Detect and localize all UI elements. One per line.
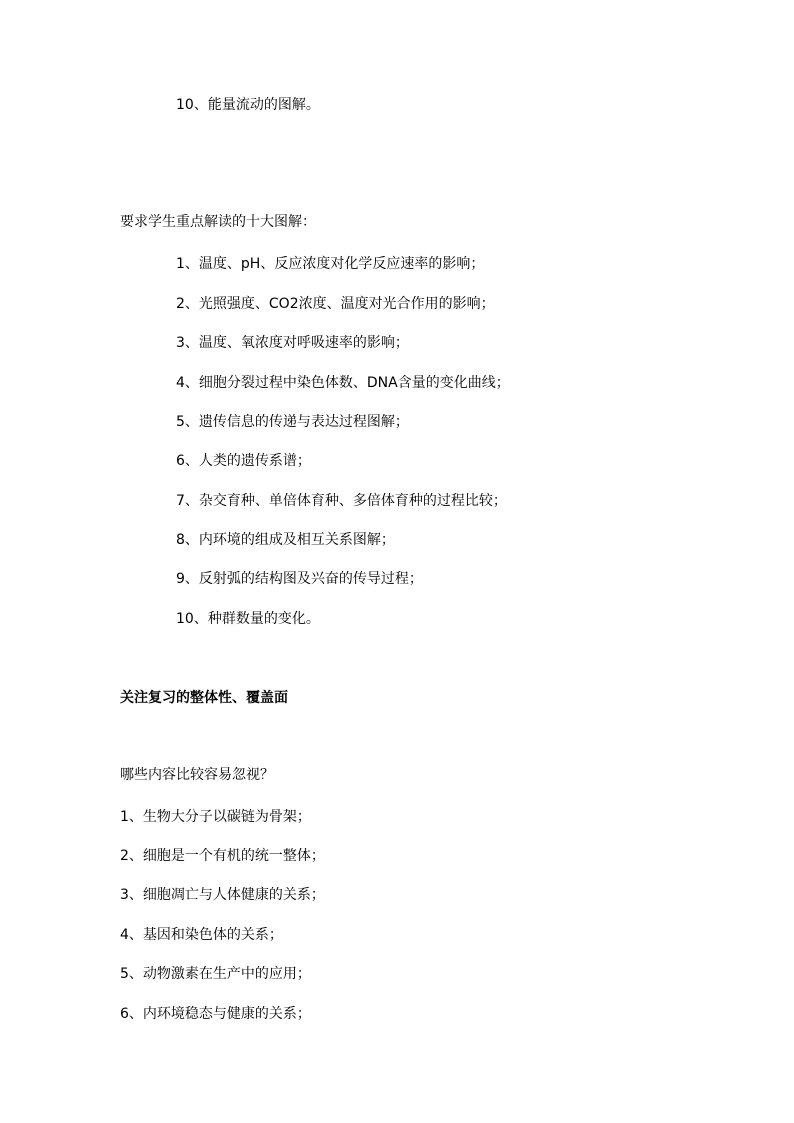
- overlooked-item-4: 4、基因和染色体的关系；: [120, 927, 283, 943]
- diagram-item-9: 9、反射弧的结构图及兴奋的传导过程；: [176, 571, 423, 587]
- section-heading: 关注复习的整体性、覆盖面: [120, 690, 288, 706]
- top-list-item: 10、能量流动的图解。: [176, 97, 320, 113]
- diagram-item-10: 10、种群数量的变化。: [176, 611, 320, 627]
- diagram-item-2: 2、光照强度、CO2浓度、温度对光合作用的影响；: [176, 296, 495, 312]
- diagram-item-6: 6、人类的遗传系谱；: [176, 453, 311, 469]
- diagram-item-4: 4、细胞分裂过程中染色体数、DNA含量的变化曲线；: [176, 375, 510, 391]
- overlooked-item-2: 2、细胞是一个有机的统一整体；: [120, 848, 325, 864]
- overlooked-item-1: 1、生物大分子以碳链为骨架；: [120, 809, 311, 825]
- diagram-item-1: 1、温度、pH、反应浓度对化学反应速率的影响；: [176, 256, 485, 272]
- overlooked-item-3: 3、细胞凋亡与人体健康的关系；: [120, 887, 325, 903]
- overlooked-item-5: 5、动物激素在生产中的应用；: [120, 966, 311, 982]
- section-intro: 要求学生重点解读的十大图解：: [120, 214, 316, 230]
- question-line: 哪些内容比较容易忽视？: [120, 767, 274, 783]
- overlooked-item-6: 6、内环境稳态与健康的关系；: [120, 1006, 311, 1022]
- diagram-item-8: 8、内环境的组成及相互关系图解；: [176, 532, 395, 548]
- diagram-item-3: 3、温度、氧浓度对呼吸速率的影响；: [176, 335, 409, 351]
- diagram-item-7: 7、杂交育种、单倍体育种、多倍体育种的过程比较；: [176, 493, 507, 509]
- diagram-item-5: 5、遗传信息的传递与表达过程图解；: [176, 414, 409, 430]
